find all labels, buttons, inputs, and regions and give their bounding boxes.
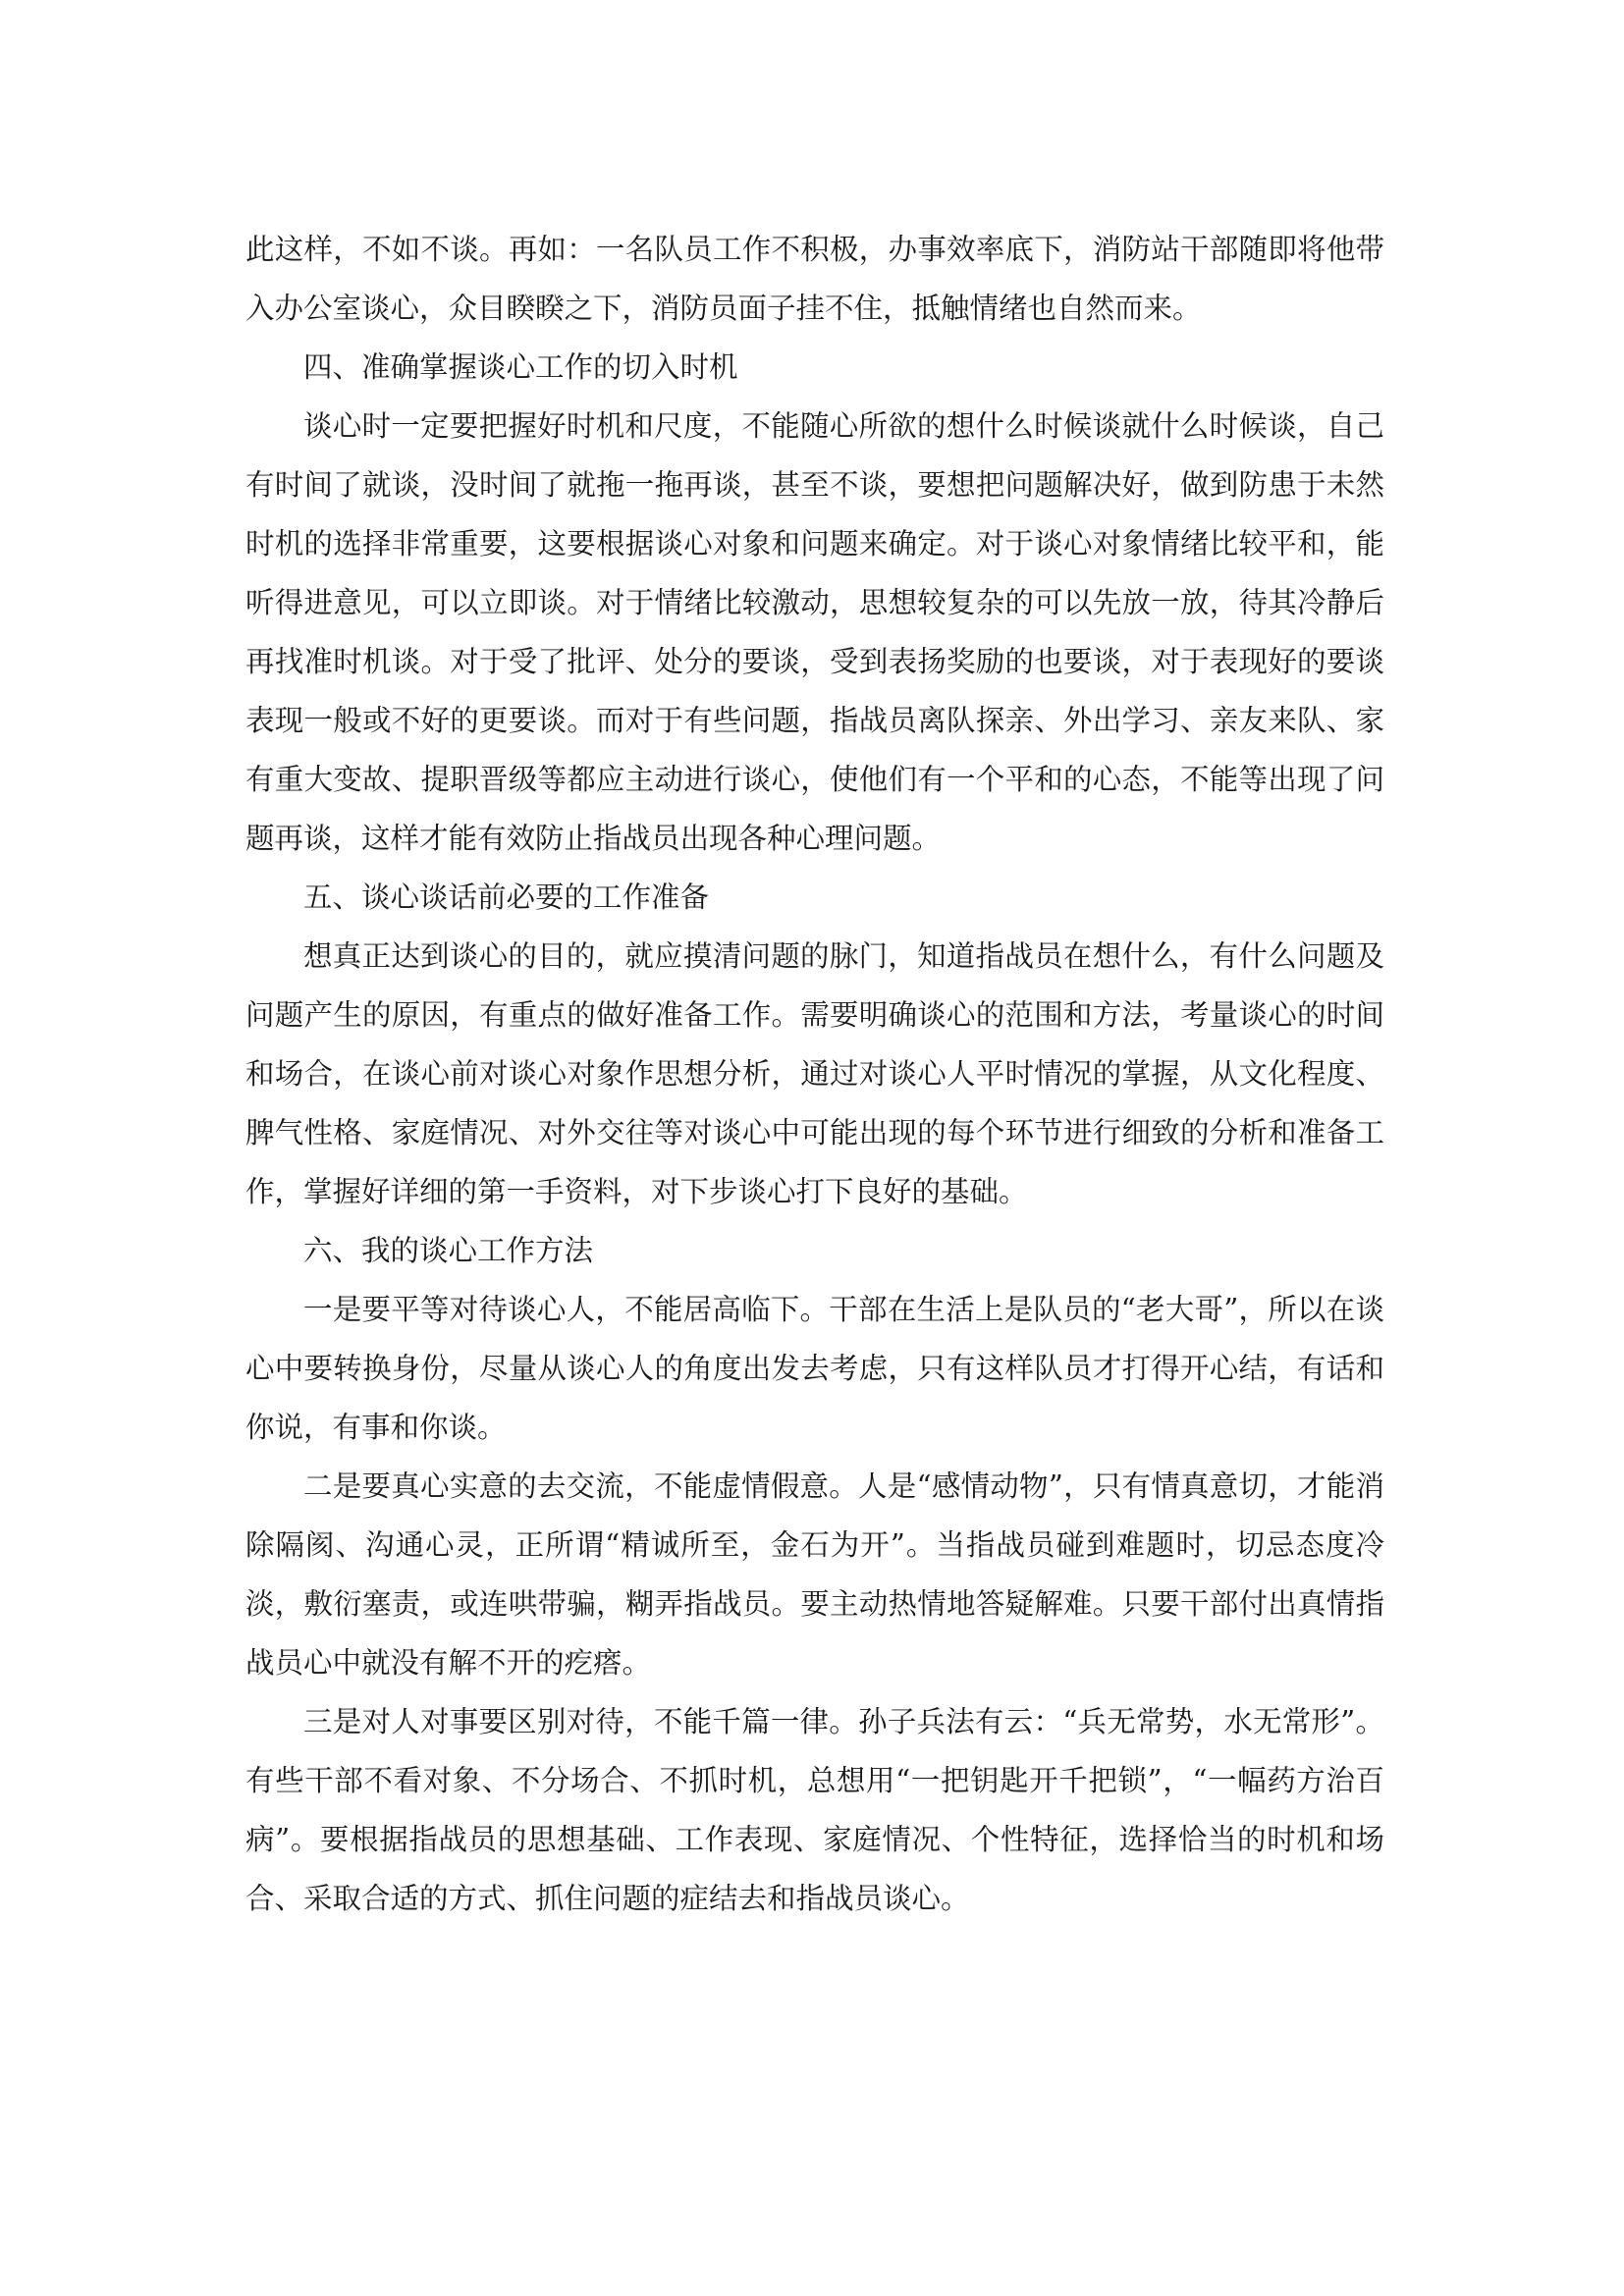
paragraph-method-2: 二是要真心实意的去交流，不能虚情假意。人是“感情动物”，只有情真意切，才能消除隔阂、沟通心灵，正所谓“精诚所至，金石为开”。当指战员碰到难题时，切忌态度冷淡，敷衍塞责，或连哄带骗，糊弄指战员。要主动热情地答疑解难。只要干部付出真情指战员心中就没有解不开的疙瘩。 — [245, 1469, 1384, 1680]
paragraph-continuation: 此这样，不如不谈。再如：一名队员工作不积极，办事效率底下，消防站干部随即将他带入办公室谈心，众目睽睽之下，消防员面子挂不住，抵触情绪也自然而来。 — [245, 233, 1384, 325]
section-heading-4: 四、准确掌握谈心工作的切入时机 — [303, 350, 738, 384]
section-heading-5: 五、谈心谈话前必要的工作准备 — [303, 881, 710, 914]
paragraph-timing: 谈心时一定要把握好时机和尺度，不能随心所欲的想什么时候谈就什么时候谈，自己有时间了就谈，没时间了就拖一拖再谈，甚至不谈，要想把问题解决好，做到防患于未然时机的选择非常重要，这要根据谈心对象和问题来确定。对于谈心对象情绪比较平和，能听得进意见，可以立即谈。对于情绪比较激动，思想较复杂的可以先放一放，待其冷静后再找准时机谈。对于受了批评、处分的要谈，受到表扬奖励的也要谈，对于表现好的要谈表现一般或不好的更要谈。而对于有些问题，指战员离队探亲、外出学习、亲友来队、家有重大变故、提职晋级等都应主动进行谈心，使他们有一个平和的心态，不能等出现了问题再谈，这样才能有效防止指战员出现各种心理问题。 — [245, 409, 1384, 855]
document-body — [245, 220, 1384, 1928]
paragraph-preparation: 想真正达到谈心的目的，就应摸清问题的脉门，知道指战员在想什么，有什么问题及问题产生的原因，有重点的做好准备工作。需要明确谈心的范围和方法，考量谈心的时间和场合，在谈心前对谈心对象作思想分析，通过对谈心人平时情况的掌握，从文化程度、脾气性格、家庭情况、对外交往等对谈心中可能出现的每个环节进行细致的分析和准备工作，掌握好详细的第一手资料，对下步谈心打下良好的基础。 — [245, 939, 1384, 1208]
paragraph-method-3: 三是对人对事要区别对待，不能千篇一律。孙子兵法有云：“兵无常势，水无常形”。有些干部不看对象、不分场合、不抓时机，总想用“一把钥匙开千把锁”，“一幅药方治百病”。要根据指战员的思想基础、工作表现、家庭情况、个性特征，选择恰当的时机和场合、采取合适的方式、抓住问题的症结去和指战员谈心。 — [245, 1705, 1384, 1915]
section-heading-6: 六、我的谈心工作方法 — [303, 1234, 594, 1267]
paragraph-method-1: 一是要平等对待谈心人，不能居高临下。干部在生活上是队员的“老大哥”，所以在谈心中要转换身份，尽量从谈心人的角度出发去考虑，只有这样队员才打得开心结，有话和你说，有事和你谈。 — [245, 1293, 1384, 1444]
